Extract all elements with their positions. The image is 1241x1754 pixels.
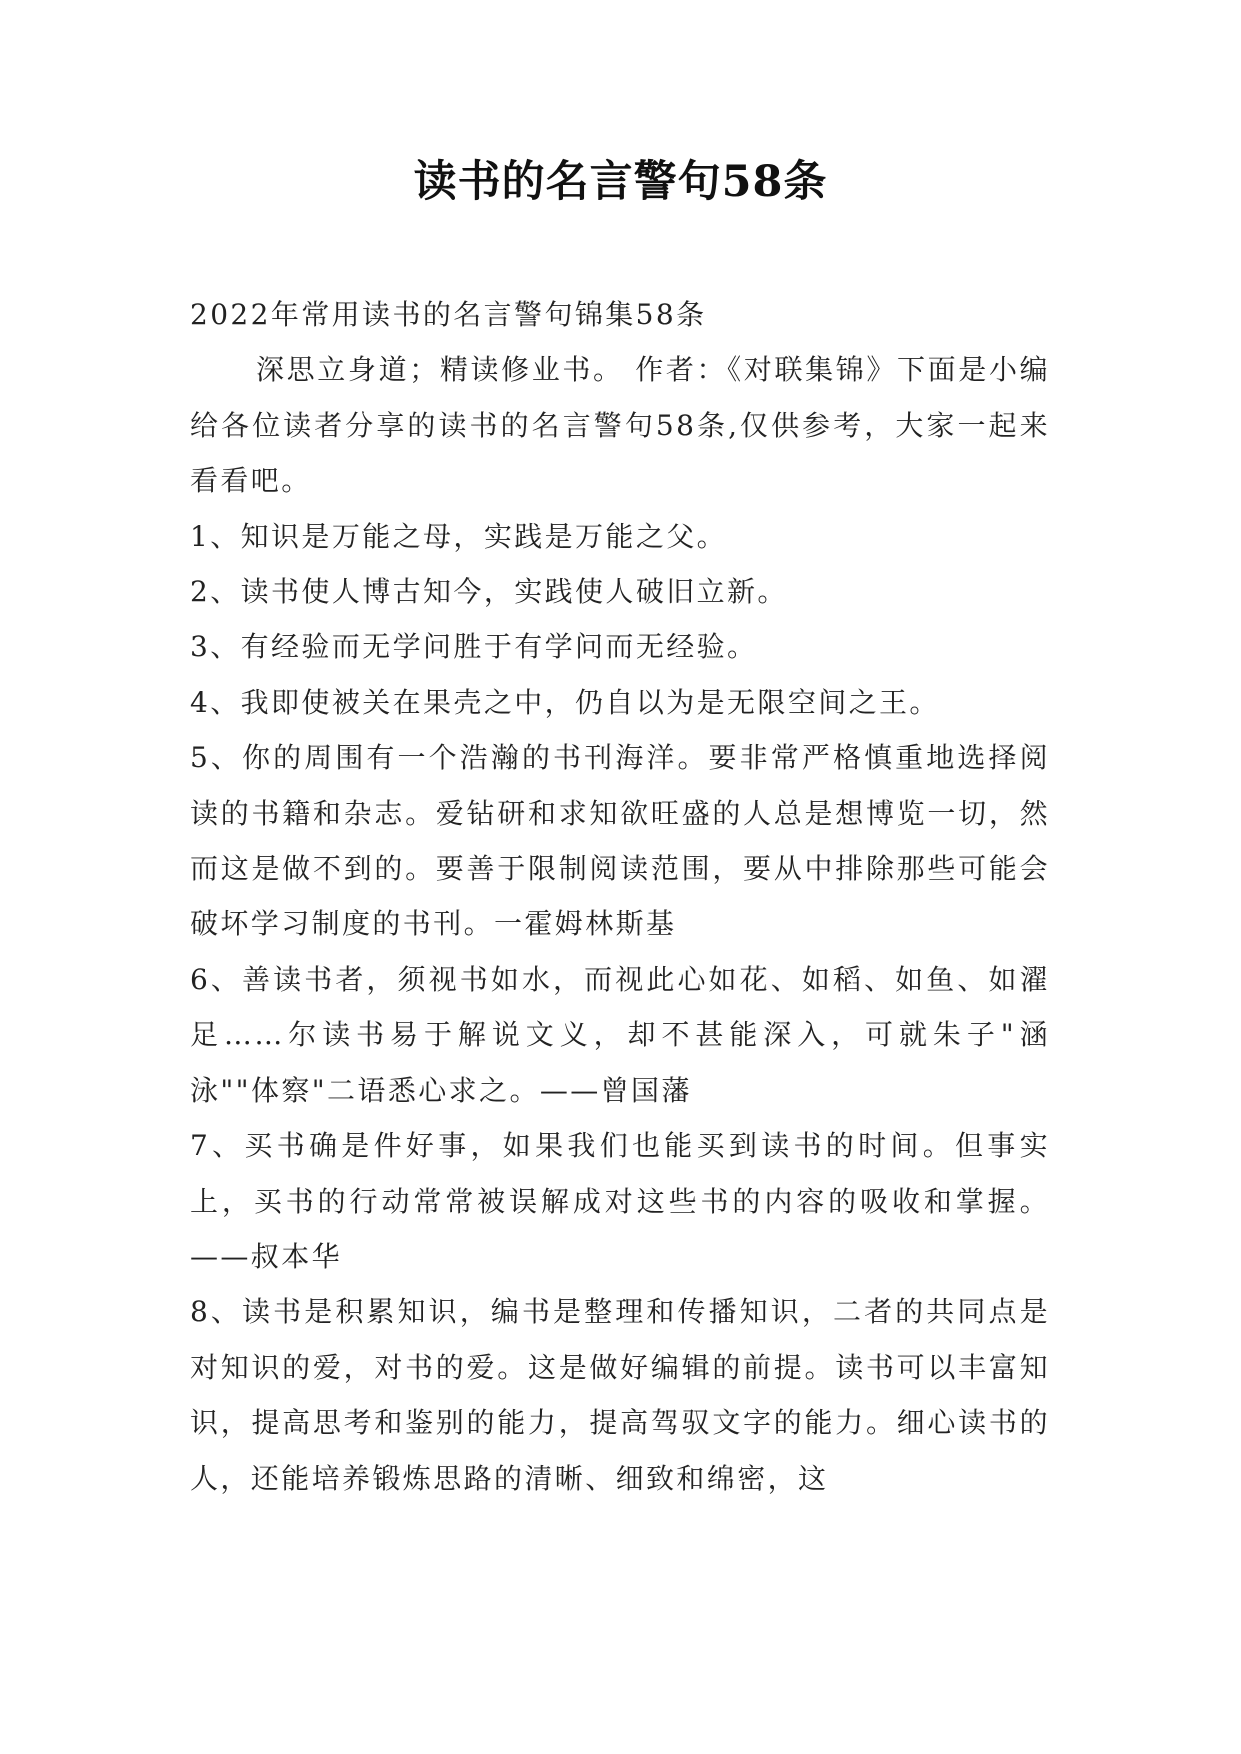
quote-item-1: 1、知识是万能之母，实践是万能之父。 xyxy=(190,519,728,553)
quote-item-4: 4、我即使被关在果壳之中，仍自以为是无限空间之王。 xyxy=(190,685,940,719)
quote-item-2: 2、读书使人博古知今，实践使人破旧立新。 xyxy=(190,575,788,609)
intro-paragraph: 深思立身道；精读修业书。 作者：《对联集锦》下面是小编给各位读者分享的读书的名言警句58条,仅供参考，大家一起来看看吧。 xyxy=(190,353,1050,498)
quote-item-3: 3、有经验而无学问胜于有学问而无经验。 xyxy=(190,630,758,664)
document-body xyxy=(190,287,1050,1506)
quote-item-7: 7、买书确是件好事，如果我们也能买到读书的时间。但事实上，买书的行动常常被误解成对这些书的内容的吸收和掌握。——叔本华 xyxy=(190,1129,1050,1273)
quote-item-8: 8、读书是积累知识，编书是整理和传播知识，二者的共同点是对知识的爱，对书的爱。这是做好编辑的前提。读书可以丰富知识，提高思考和鉴别的能力，提高驾驭文字的能力。细心读书的人，还能培养锻炼思路的清晰、细致和绵密，这 xyxy=(190,1295,1050,1495)
quote-item-5: 5、你的周围有一个浩瀚的书刊海洋。要非常严格慎重地选择阅读的书籍和杂志。爱钻研和求知欲旺盛的人总是想博览一切，然而这是做不到的。要善于限制阅读范围，要从中排除那些可能会破坏学习制度的书刊。一霍姆林斯基 xyxy=(190,741,1050,941)
document-title: 读书的名言警句58条 xyxy=(413,157,828,207)
quote-item-6: 6、善读书者，须视书如水，而视此心如花、如稻、如鱼、如濯足……尔读书易于解说文义，却不甚能深入，可就朱子"涵泳""体察"二语悉心求之。——曾国藩 xyxy=(190,962,1050,1107)
subtitle-paragraph: 2022年常用读书的名言警句锦集58条 xyxy=(190,298,707,331)
